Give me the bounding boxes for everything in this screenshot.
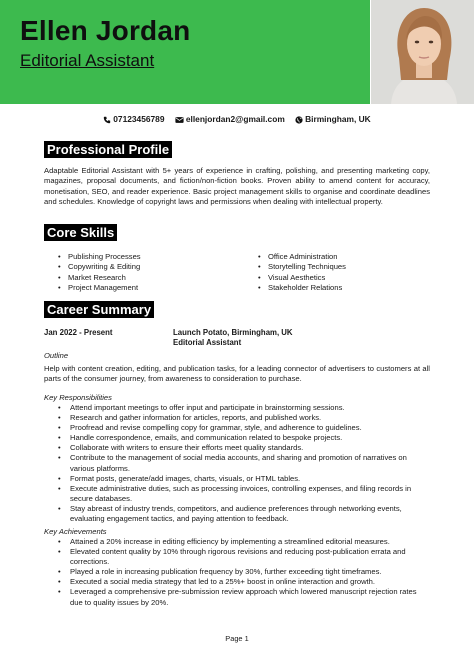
contact-email[interactable] bbox=[175, 113, 285, 125]
achievements-list bbox=[58, 537, 430, 608]
contact-location bbox=[295, 113, 371, 125]
header-banner bbox=[0, 0, 474, 104]
skills-column-right bbox=[258, 252, 438, 294]
portrait-image bbox=[371, 0, 474, 104]
contact-line bbox=[0, 113, 474, 125]
location-text: Birmingham, UK bbox=[305, 114, 371, 124]
responsibilities-list bbox=[58, 403, 430, 524]
page-number: Page 1 bbox=[225, 634, 249, 643]
phone-icon bbox=[103, 116, 111, 124]
job-outline: Help with content creation, editing, and publication tasks, for a leading connector of advertisers to customers at all parts of the consumer journey, from awareness to consideration to purchase. bbox=[44, 364, 430, 384]
skill-item: • Visual Aesthetics bbox=[258, 273, 438, 283]
skill-item: • Office Administration bbox=[258, 252, 438, 262]
envelope-icon bbox=[175, 116, 184, 124]
list-item: • Executed a social media strategy that led to a 25%+ boost in online interaction and growth. bbox=[58, 577, 430, 587]
job-dates: Jan 2022 - Present bbox=[44, 328, 113, 337]
list-item: • Elevated content quality by 10% through rigorous revisions and reducing post-publication errata and corrections. bbox=[58, 547, 430, 567]
list-item: • Attained a 20% increase in editing efficiency by implementing a streamlined editorial measures. bbox=[58, 537, 430, 547]
list-item: • Proofread and revise compelling copy for grammar, style, and adherence to guidelines. bbox=[58, 423, 430, 433]
list-item: • Stay abreast of industry trends, competitors, and audience preferences through networking events, evaluating engagement tactics, and paying attention to feedback. bbox=[58, 504, 430, 524]
candidate-name: Ellen Jordan bbox=[20, 15, 191, 46]
list-item: • Leveraged a comprehensive pre-submission review approach which lowered manuscript rejection rates due to quality issues by 20%. bbox=[58, 587, 430, 607]
contact-phone[interactable] bbox=[103, 113, 164, 125]
profile-photo bbox=[370, 0, 474, 104]
skill-item: • Publishing Processes bbox=[58, 252, 238, 262]
skill-item: • Copywriting & Editing bbox=[58, 262, 238, 272]
list-item: • Format posts, generate/add images, charts, visuals, or HTML tables. bbox=[58, 474, 430, 484]
list-item: • Played a role in increasing publication frequency by 30%, further exceeding tight timeframes. bbox=[58, 567, 430, 577]
profile-text: Adaptable Editorial Assistant with 5+ years of experience in crafting, polishing, and presenting marketing copy, magazines, proposal documents, and fiction/non-fiction books. Proven ability to amend content for accuracy, monetisation, SEO, and reader experience. Basic project management skills to organise and coordinate deadlines and schedules. Knowledge of copyright laws and permissions when dealing with intellectual property. bbox=[44, 166, 430, 207]
list-item: • Execute administrative duties, such as processing invoices, controlling expenses, and filing records in secure databases. bbox=[58, 484, 430, 504]
skill-item: • Project Management bbox=[58, 283, 238, 293]
skill-item: • Stakeholder Relations bbox=[258, 283, 438, 293]
section-heading-skills: Core Skills bbox=[44, 224, 117, 241]
job-company: Launch Potato, Birmingham, UK bbox=[173, 328, 293, 337]
email-text: ellenjordan2@gmail.com bbox=[185, 114, 285, 124]
skills-column-left bbox=[58, 252, 238, 294]
list-item: • Research and gather information for articles, reports, and published works. bbox=[58, 413, 430, 423]
list-item: • Contribute to the management of social media accounts, and sharing and promotion of narratives on various platforms. bbox=[58, 453, 430, 473]
skill-item: • Storytelling Techniques bbox=[258, 262, 438, 272]
job-title: Editorial Assistant bbox=[173, 338, 242, 347]
responsibilities-label: Key Responsibilities bbox=[44, 393, 112, 402]
skill-item: • Market Research bbox=[58, 273, 238, 283]
outline-label: Outline bbox=[44, 351, 69, 360]
achievements-label: Key Achievements bbox=[44, 527, 107, 536]
candidate-title: Editorial Assistant bbox=[20, 51, 155, 70]
list-item: • Handle correspondence, emails, and communication related to bespoke projects. bbox=[58, 433, 430, 443]
list-item: • Attend important meetings to offer input and participate in brainstorming sessions. bbox=[58, 403, 430, 413]
section-heading-career: Career Summary bbox=[44, 301, 154, 318]
section-heading-profile: Professional Profile bbox=[44, 141, 172, 158]
globe-icon bbox=[295, 116, 303, 124]
list-item: • Collaborate with writers to ensure their efforts meet quality standards. bbox=[58, 443, 430, 453]
phone-text: 07123456789 bbox=[113, 114, 165, 124]
